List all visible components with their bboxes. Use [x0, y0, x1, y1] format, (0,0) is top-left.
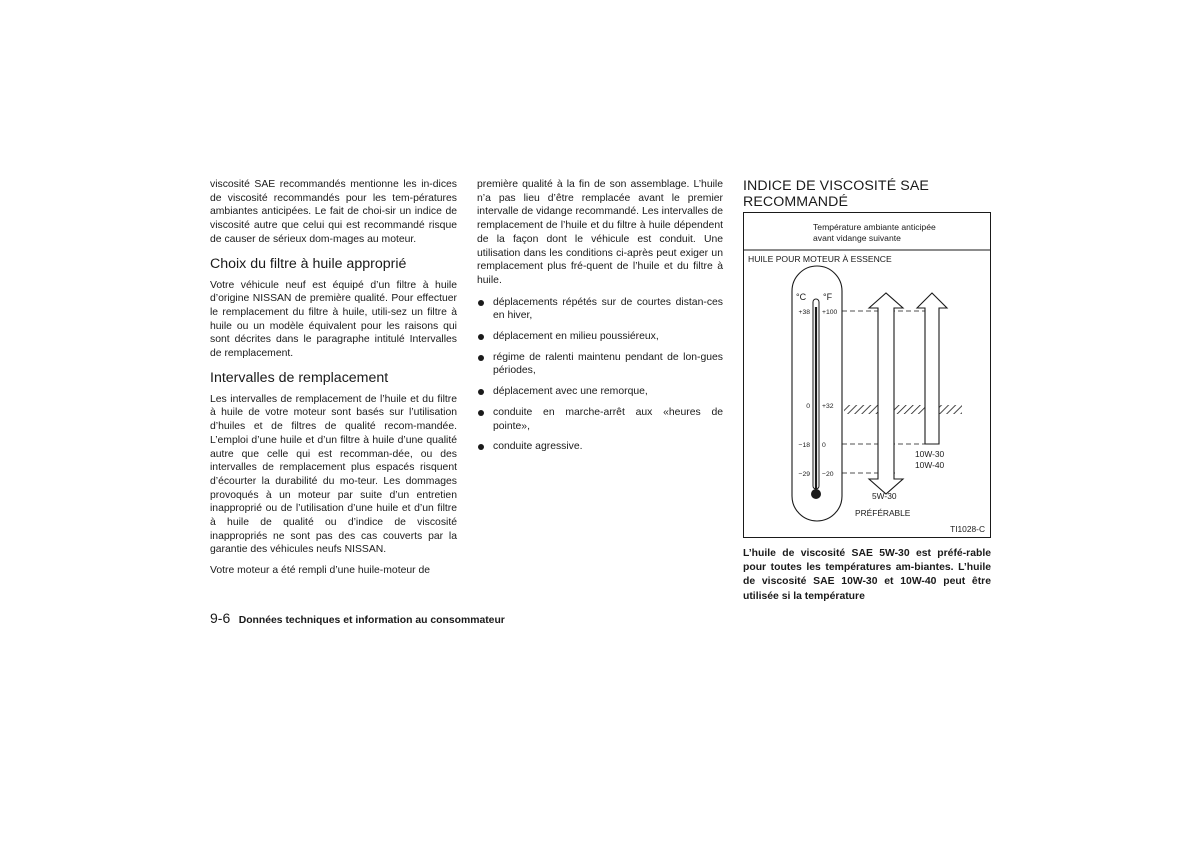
bullet-icon [478, 444, 484, 450]
celsius-tick: −29 [798, 471, 810, 478]
bullet-icon [478, 300, 484, 306]
list-item [477, 385, 723, 399]
section-heading-filter: Choix du filtre à huile approprié [210, 255, 407, 272]
list-item-text: conduite en marche-arrêt aux «heures de pointe», [493, 406, 723, 432]
arrow-5w30 [869, 293, 903, 494]
grade-label-5w30: 5W-30 [872, 491, 897, 501]
paragraph: première qualité à la fin de son assemblage. L’huile n’a pas lieu d’être remplacée avant le premier intervalle de vidange recommandé. Les intervalles de remplacement de l’huile et du filtre à huile dépendent de la façon dont le véhicule est conduit. Une utilisation dans les conditions ci-après peut exiger un remplacement plus fré-quent de l’huile et du filtre à huile. [477, 179, 723, 286]
column-3 [743, 178, 991, 604]
section-title-line-1: INDICE DE VISCOSITÉ SAE [743, 178, 929, 194]
celsius-tick: 0 [806, 403, 810, 410]
footer-title: Données techniques et information au consommateur [238, 615, 505, 626]
fahrenheit-tick: +100 [822, 309, 838, 316]
conditions-list [477, 296, 723, 454]
list-item [477, 330, 723, 344]
list-item-text: déplacement avec une remorque, [493, 386, 648, 398]
page-number: 9-6 [210, 610, 231, 626]
arrow-10w30-10w40 [917, 293, 947, 444]
thermometer-icon [792, 266, 842, 521]
paragraph: Votre véhicule neuf est équipé d’un filtre à huile d’origine NISSAN de première qualité. Pour effectuer le remplacement du filtre à huile, utili-sez un filtre à huile ou un modèle équivalent pour les raisons qui sont décrites dans le paragraphe intitulé Intervalles de remplacement. [210, 279, 457, 360]
list-item-text: régime de ralenti maintenu pendant de lon-gues périodes, [493, 351, 723, 377]
figure-subheader: HUILE POUR MOTEUR À ESSENCE [748, 254, 892, 264]
list-item-text: conduite agressive. [493, 441, 583, 453]
bullet-icon [478, 334, 484, 340]
figure-code: TI1028-C [950, 524, 985, 534]
bullet-icon [478, 389, 484, 395]
figure-header-line-2: avant vidange suivante [813, 233, 901, 243]
preferable-label: PRÉFÉRABLE [855, 508, 911, 518]
list-item [477, 440, 723, 454]
list-item [477, 296, 723, 323]
fahrenheit-tick: −20 [822, 471, 834, 478]
section-title-line-2: RECOMMANDÉ [743, 194, 849, 210]
fahrenheit-tick: +32 [822, 403, 834, 410]
list-item [477, 406, 723, 433]
bullet-icon [478, 355, 484, 361]
page-footer [210, 610, 505, 628]
column-1 [210, 178, 457, 578]
celsius-unit: °C [796, 292, 807, 302]
paragraph: Les intervalles de remplacement de l’huile et du filtre à huile de votre moteur sont basés sur l’utilisation d’huiles et de filtres de qualité recom-mandée. L’emploi d’une huile et d’un filtre à huile d’une qualité autre que celle qui est recomman-dée, ou des intervalles de remplacement plus espacés risquent d’écourter la durabilité du mo-teur. Les dommages provoqués à un moteur par suite d’un entretien inapproprié ou de l’utilisation d’une huile et d’un filtre à huile de qualité ou d’indice de viscosité inappropriés ne sont pas des cas couverts par la garantie des véhicules neufs NISSAN. [210, 393, 457, 556]
list-item-text: déplacement en milieu poussiéreux, [493, 331, 659, 343]
grade-label-10w30: 10W-30 [915, 449, 945, 459]
section-heading-intervals: Intervalles de remplacement [210, 369, 389, 386]
paragraph: Votre moteur a été rempli d’une huile-moteur de [210, 565, 431, 577]
celsius-tick: +38 [798, 309, 810, 316]
list-item [477, 351, 723, 378]
section-title [743, 178, 991, 210]
grade-label-10w40: 10W-40 [915, 460, 945, 470]
figure-caption: L’huile de viscosité SAE 5W-30 est préfé-rable pour toutes les températures am-biantes. L’huile de viscosité SAE 10W-30 et 10W-40 peut être utilisée si la température [743, 548, 991, 602]
celsius-tick: −18 [798, 442, 810, 449]
bullet-icon [478, 410, 484, 416]
fahrenheit-tick: 0 [822, 442, 826, 449]
figure-header-line-1: Température ambiante anticipée [813, 222, 936, 232]
paragraph: viscosité SAE recommandés mentionne les in-dices de viscosité recommandés pour les tem-pératures ambiantes anticipées. Le fait de choi-sir un indice de viscosité autre que celui qui est recommandé risque de causer de sérieux dom-mages au moteur. [210, 179, 457, 245]
list-item-text: déplacements répétés sur de courtes distan-ces en hiver, [493, 296, 723, 322]
column-2 [477, 178, 723, 461]
freezing-band [844, 405, 962, 414]
viscosity-figure [743, 212, 991, 538]
fahrenheit-unit: °F [823, 292, 833, 302]
